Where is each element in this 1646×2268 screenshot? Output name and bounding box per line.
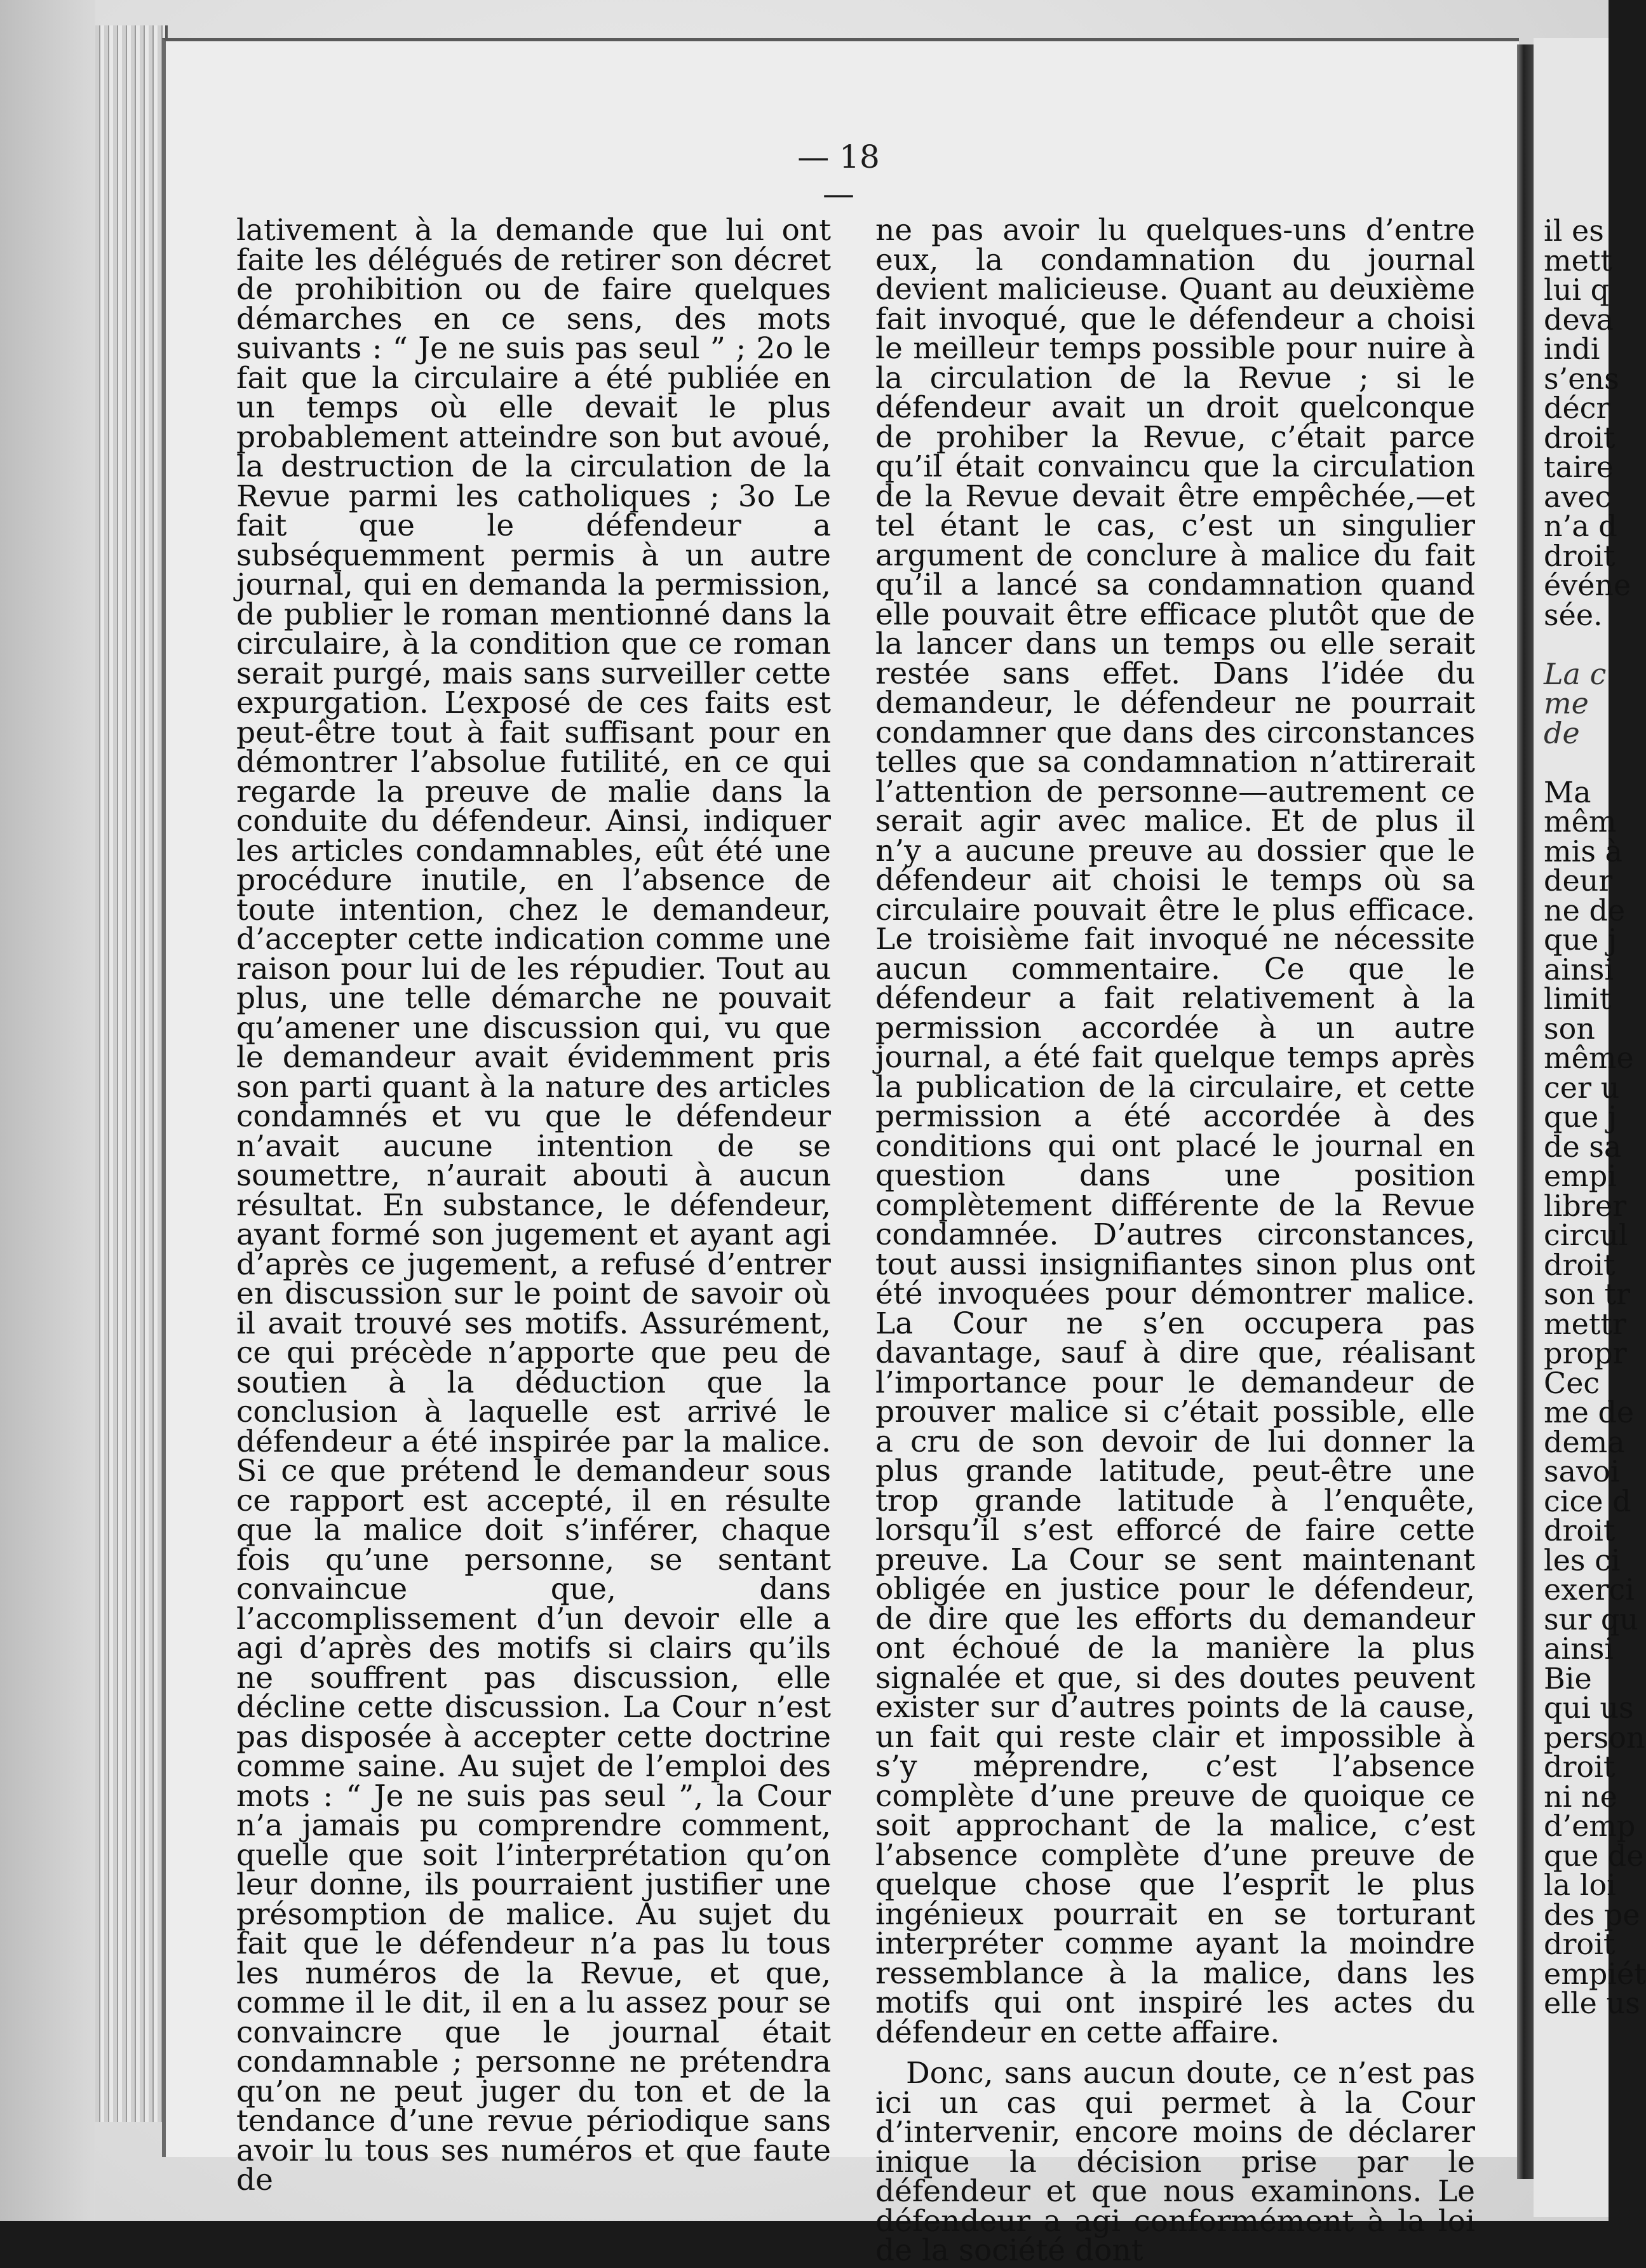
page-number: — 18 — bbox=[797, 138, 880, 212]
page-edges-stack bbox=[95, 25, 168, 2122]
fragment-line: empiét bbox=[1544, 1956, 1646, 1991]
fragment-line: Cec bbox=[1544, 1365, 1600, 1400]
fragment-line: droit bbox=[1544, 1927, 1616, 1961]
scan-background-left bbox=[0, 0, 95, 2221]
fragment-line bbox=[1544, 630, 1614, 659]
fragment-line: librer bbox=[1544, 1188, 1627, 1223]
fragment-line: elle us bbox=[1544, 1986, 1640, 2020]
fragment-line: droit bbox=[1544, 420, 1616, 455]
fragment-line: indi bbox=[1544, 332, 1600, 366]
fragment-line: empi bbox=[1544, 1159, 1617, 1193]
paragraph: ne pas avoir lu quelques-uns d’entre eux, la condamnation du journal devient malicieuse. Quant au deuxième fait invoqué, que le défendeur a choisi le meilleur temps possible pour nuire à la circulation de la Revue ; si le défendeur avait un droit quelconque de prohiber la Revue, c’était parce qu’il était convaincu que la circulation de la Revue devait être empêchée,—et tel étant le cas, c’est un singulier argument de conclure à malice du fait qu’il a lancé sa condamnation quand elle pouvait être efficace plutôt que de la lancer dans un temps ou elle serait restée sans effet. Dans l’idée du demandeur, le défendeur ne pourrait condamner que dans des circonstances telles que sa condamnation n’attirerait l’attention de personne—autrement ce serait agir avec malice. Et de plus il n’y a aucune preuve au dossier que le défendeur ait choisi le temps où sa circulaire pouvait être le plus efficace. Le troisième fait invoqué ne nécessite aucun commentaire. Ce que le défendeur a fait relativement à la permission accordée à un autre journal, a été fait quelque temps après la publication de la circulaire, et cette permission a été accordée à des conditions qui ont placé le journal en question dans une position complètement différente de la Revue condamnée. D’autres circonstances, tout aussi insignifiantes sinon plus ont été invoquées pour démontrer malice. La Cour ne s’en occupera pas davantage, sauf à dire que, réalisant l’importance pour le demandeur de prouver malice si c’était possible, elle a cru de son devoir de lui donner la plus grande latitude, peut-être une trop grande latitude à l’enquête, lorsqu’il s’est efforcé de faire cette preuve. La Cour se sent maintenant obligée en justice pour le défendeur, de dire que les efforts du demandeur ont échoué de la manière la plus signalée et que, si des doutes peuvent exister sur d’autres points de la cause, un fait qui reste clair et impossible à s’y méprendre, c’est l’absence complète d’une preuve de quoique ce soit approchant de la malice, c’est l’absence complète d’une preuve de quelque chose que l’esprit le plus ingénieux pourrait en se torturant interpréter comme ayant la moindre ressemblance à la malice, dans les motifs qui ont inspiré les actes du défendeur en cette affaire. bbox=[875, 213, 1475, 2050]
fragment-line: mett bbox=[1544, 243, 1612, 278]
fragment-line: droit bbox=[1544, 1750, 1616, 1784]
fragment-line: les ci bbox=[1544, 1542, 1621, 1577]
fragment-line: deur bbox=[1544, 863, 1613, 898]
fragment-line: son bbox=[1544, 1011, 1595, 1046]
fragment-line: avec bbox=[1544, 479, 1612, 514]
fragment-line: me bbox=[1544, 686, 1589, 720]
paragraph: Donc, sans aucun doute, ce n’est pas ici un cas qui permet à la Cour d’intervenir, encore moins de déclarer inique la décision prise par le défendeur et que nous examinons. Le défendeur a agi conformément à la loi de la société dont bbox=[875, 2056, 1475, 2268]
fragment-line: que j bbox=[1544, 922, 1617, 957]
fragment-line: s’ens bbox=[1544, 361, 1619, 396]
fragment-line: mettr bbox=[1544, 1306, 1626, 1341]
fragment-line: droit bbox=[1544, 1513, 1616, 1548]
fragment-line: La c bbox=[1544, 656, 1607, 691]
fragment-line: même bbox=[1544, 1041, 1634, 1075]
fragment-line: de sa bbox=[1544, 1129, 1622, 1164]
fragment-line: de bbox=[1544, 715, 1580, 750]
fragment-line: deva bbox=[1544, 302, 1614, 337]
paragraph: lativement à la demande que lui ont faite les délégués de retirer son décret de prohibition ou de faire quelques démarches en ce sens, des mots suivants : “ Je ne suis pas seul ” ; 2o le fait que la circulaire a été publiée en un temps où elle devait le plus probablement atteindre son but avoué, la destruction de la circulation de la Revue parmi les catholiques ; 3o Le fait que le défendeur a subséquemment permis à un autre journal, qui en demanda la permission, de publier le roman mentionné dans la circulaire, à la condition que ce roman serait purgé, mais sans surveiller cette expurgation. L’exposé de ces faits est peut-être tout à fait suffisant pour en démontrer l’absolue futilité, en ce qui regarde la preuve de malie dans la conduite du défendeur. Ainsi, indiquer les articles condamnables, eût été une procédure inutile, en l’absence de toute intention, chez le demandeur, d’accepter cette indication comme une raison pour lui de les répudier. Tout au plus, une telle démarche ne pouvait qu’amener une discussion qui, vu que le demandeur avait évidemment pris son parti quant à la nature des articles condamnés et vu que le défendeur n’avait aucune intention de se soumettre, n’aurait abouti à aucun résultat. En substance, le défendeur, ayant formé son jugement et ayant agi d’après ce jugement, a refusé d’entrer en discussion sur le point de savoir où il avait trouvé ses motifs. Assurément, ce qui précède n’apporte que peu de soutien à la déduction que la conclusion à laquelle est arrivé le défendeur a été inspirée par la malice. Si ce que prétend le demandeur sous ce rapport est accepté, il en résulte que la malice doit s’inférer, chaque fois qu’une personne, se sentant convaincue que, dans l’accomplissement d’un devoir elle a agi d’après des motifs si clairs qu’ils ne souffrent pas discussion, elle décline cette discussion. La Cour n’est pas disposée à accepter cette doctrine comme saine. Au sujet de l’emploi des mots : “ Je ne suis pas seul ”, la Cour n’a jamais pu comprendre comment, quelle que soit l’interprétation qu’on leur donne, ils pourraient justifier une présomption de malice. Au sujet du fait que le défendeur n’a pas lu tous les numéros de la Revue, et que, comme il le dit, il en a lu assez pour se convaincre que le journal était condamnable ; personne ne prétendra qu’on ne peut juger du ton et de la tendance d’une revue périodique sans avoir lu tous ses numéros et que faute de bbox=[236, 213, 831, 2197]
fragment-line: ainsi bbox=[1544, 1631, 1614, 1666]
fragment-line: n’a d bbox=[1544, 509, 1617, 543]
fragment-line: décr bbox=[1544, 391, 1610, 425]
fragment-line: il es bbox=[1544, 213, 1604, 248]
facing-page-text-fragments bbox=[1544, 213, 1646, 2020]
fragment-line bbox=[1544, 748, 1614, 778]
fragment-line: droit bbox=[1544, 538, 1616, 573]
fragment-line: dema bbox=[1544, 1424, 1625, 1459]
fragment-line: sée. bbox=[1544, 597, 1603, 632]
fragment-line: que de bbox=[1544, 1838, 1644, 1873]
fragment-line: droit bbox=[1544, 1247, 1616, 1282]
book-gutter bbox=[1517, 44, 1534, 2179]
fragment-line: savoi bbox=[1544, 1454, 1620, 1488]
fragment-line: qui us bbox=[1544, 1691, 1634, 1725]
fragment-line: mêm bbox=[1544, 804, 1617, 839]
fragment-line: événe bbox=[1544, 568, 1631, 602]
fragment-line: mis à bbox=[1544, 834, 1622, 868]
fragment-line: limit bbox=[1544, 982, 1612, 1016]
fragment-line: que j bbox=[1544, 1100, 1617, 1134]
fragment-line: ne de bbox=[1544, 893, 1626, 928]
fragment-line: Ma bbox=[1544, 774, 1591, 809]
text-column-right bbox=[875, 213, 1475, 2268]
text-column-left bbox=[236, 213, 831, 2197]
fragment-line: me de bbox=[1544, 1395, 1635, 1429]
fragment-line: propr bbox=[1544, 1336, 1627, 1370]
fragment-line: Bie bbox=[1544, 1661, 1592, 1696]
fragment-line: cer u bbox=[1544, 1070, 1620, 1105]
fragment-line: exerci bbox=[1544, 1572, 1635, 1607]
fragment-line: d’emp bbox=[1544, 1809, 1636, 1843]
fragment-line: ainsi bbox=[1544, 952, 1614, 987]
fragment-line: ni ne bbox=[1544, 1779, 1617, 1814]
fragment-line: circul bbox=[1544, 1218, 1628, 1252]
fragment-line: des pe bbox=[1544, 1897, 1640, 1932]
fragment-line: la loi bbox=[1544, 1868, 1616, 1902]
fragment-line: son tr bbox=[1544, 1277, 1631, 1311]
fragment-line: sur qu bbox=[1544, 1602, 1638, 1637]
fragment-line: lui q bbox=[1544, 273, 1610, 307]
fragment-line: taire bbox=[1544, 450, 1614, 484]
fragment-line: cice d bbox=[1544, 1483, 1631, 1518]
fragment-line: person bbox=[1544, 1720, 1645, 1755]
